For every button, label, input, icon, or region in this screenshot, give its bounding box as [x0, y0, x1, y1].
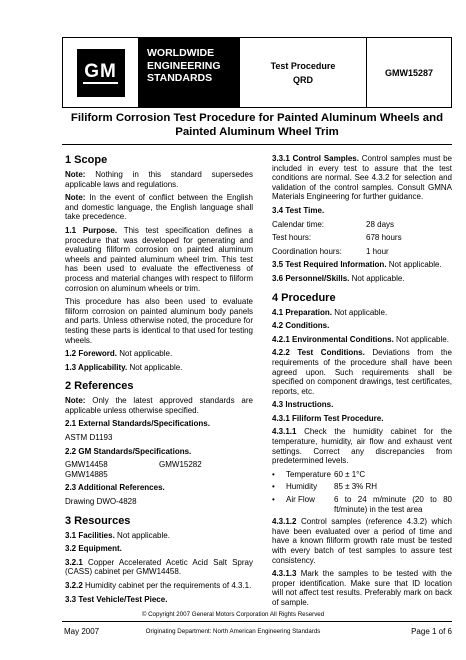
- test-time-value: 1 hour: [366, 246, 389, 256]
- bullet-name: Temperature: [286, 469, 331, 479]
- paragraph: 4.3.1.3 Mark the samples to be tested with the proper identification. Make sure that ID location will not affect test results. Preferably mark on back of sample.: [272, 569, 452, 607]
- section-heading: 4 Procedure: [272, 291, 336, 304]
- paragraph: Note: Only the latest approved standards are applicable unless otherwise specified.: [65, 396, 253, 415]
- section-heading: 2 References: [65, 380, 134, 393]
- doc-type-qrd: QRD: [293, 74, 313, 85]
- paragraph: 3.1 Facilities. Not applicable.: [65, 530, 170, 540]
- copyright: © Copyright 2007 General Motors Corporation All Rights Reserved: [141, 611, 325, 618]
- document-title: [62, 111, 452, 139]
- reference-item: Drawing DWO-4828: [65, 497, 137, 507]
- test-time-value: 28 days: [366, 219, 395, 229]
- subheading: 4.2 Conditions.: [272, 321, 330, 331]
- test-time-row: [272, 233, 452, 243]
- footer-page: Page 1 of 6: [411, 627, 452, 636]
- paragraph: 3.2.1 Copper Accelerated Acetic Acid Salt Spray (CASS) cabinet per GMW14458.: [65, 557, 253, 577]
- paragraph: 1.3 Applicability. Not applicable.: [65, 362, 183, 372]
- footer-originating: Originating Department: North American Engineering Standards: [145, 628, 321, 635]
- test-time-value: 678 hours: [366, 233, 402, 243]
- paragraph: 4.2.2 Test Conditions. Deviations from the requirements of the procedure shall have been agreed upon. Such requirements shall be specified on component drawings, test certificates, reports, etc.: [272, 348, 452, 396]
- bullet-icon: •: [272, 469, 275, 479]
- gm-logo: [77, 49, 125, 97]
- bullet-icon: •: [272, 495, 275, 505]
- title-rule: [62, 144, 452, 145]
- bullet-item: [272, 482, 452, 492]
- paragraph: 3.6 Personnel/Skills. Not applicable.: [272, 273, 405, 283]
- test-time-row: [272, 247, 452, 257]
- paragraph: 4.2.1 Environmental Conditions. Not applicable.: [272, 334, 449, 344]
- paragraph: Note: In the event of conflict between the English and domestic language, the English language shall take precedence.: [65, 193, 253, 222]
- right-column: [272, 154, 452, 612]
- paragraph: 3.3.1 Control Samples. Control samples must be included in every test to assure that the test conditions are normal. See 4.3.2 for selection and validation of the control samples. Consult GMNA Materials Engineering for further guidance.: [272, 154, 452, 202]
- subheading: 4.3 Instructions.: [272, 400, 334, 410]
- paragraph: 1.2 Foreword. Not applicable.: [65, 349, 173, 359]
- footer-rule: [62, 621, 452, 622]
- subheading: 3.2 Equipment.: [65, 544, 122, 554]
- bullet-value: 6 to 24 m/minute (20 to 80 ft/minute) in the test area: [334, 495, 452, 514]
- subheading: 4.3.1 Filiform Test Procedure.: [272, 413, 384, 423]
- doc-number: GMW15287: [384, 67, 434, 78]
- test-time-key: Test hours:: [272, 233, 312, 243]
- paragraph: 4.3.1.1 Check the humidity cabinet for the temperature, humidity, air flow and exhaust vent settings. Correct any discrepancies from predetermined levels.: [272, 427, 452, 466]
- test-time-key: Coordination hours:: [272, 246, 342, 256]
- paragraph: 1.1 Purpose. This test specification defines a procedure that was developed for generating and evaluating filiform corrosion on painted aluminum wheels and painted aluminum wheel trim. This test has been used to evaluate the effectiveness of process and material changes with respect to filiform corrosion on aluminum wheels or trim.: [65, 225, 253, 293]
- test-time-row: [272, 220, 452, 230]
- subheading: 2.2 GM Standards/Specifications.: [65, 446, 192, 456]
- document-header: [62, 37, 452, 108]
- gm-logo-cell: [63, 38, 139, 107]
- footer-date: May 2007: [64, 627, 100, 636]
- reference-item: GMW14458: [65, 460, 108, 470]
- title-line: Painted Aluminum Wheel Trim: [175, 126, 339, 138]
- reference-row: [65, 460, 253, 470]
- org-line: WORLDWIDE: [147, 47, 215, 59]
- bullet-icon: •: [272, 482, 275, 492]
- test-time-key: Calendar time:: [272, 219, 325, 229]
- reference-item: ASTM D1193: [65, 433, 113, 443]
- reference-item: GMW14885: [65, 469, 108, 479]
- reference-item: GMW15282: [159, 460, 202, 470]
- paragraph: 3.2.2 Humidity cabinet per the requirements of 4.3.1.: [65, 581, 252, 590]
- paragraph: 4.3.1.2 Control samples (reference 4.3.2) which have been evaluated over a period of time and have a known filiform growth rate must be tested with every batch of test samples to assure test consistency.: [272, 517, 452, 565]
- title-line: Filiform Corrosion Test Procedure for Painted Aluminum Wheels and: [70, 112, 444, 124]
- bullet-name: Air Flow: [286, 495, 315, 505]
- section-heading: 1 Scope: [65, 154, 108, 166]
- subheading: 3.4 Test Time.: [272, 205, 325, 215]
- bullet-item: [272, 495, 452, 514]
- bullet-name: Humidity: [286, 482, 318, 492]
- org-line: STANDARDS: [147, 72, 213, 84]
- org-name: [139, 38, 239, 107]
- subheading: 3.3 Test Vehicle/Test Piece.: [65, 594, 168, 604]
- gm-logo-text: GM: [84, 60, 117, 82]
- paragraph: Note: Nothing in this standard supersedes applicable laws and regulations.: [65, 170, 253, 189]
- paragraph: 4.1 Preparation. Not applicable.: [272, 307, 388, 317]
- subheading: 2.3 Additional References.: [65, 483, 165, 493]
- subheading: 2.1 External Standards/Specifications.: [65, 419, 210, 429]
- paragraph: 3.5 Test Required Information. Not applicable.: [272, 260, 442, 270]
- section-heading: 3 Resources: [65, 514, 131, 527]
- bullet-value: 85 ± 3% RH: [334, 482, 378, 492]
- left-column: [65, 154, 253, 608]
- bullet-value: 60 ± 1°C: [334, 469, 366, 479]
- doc-type-line: Test Procedure: [270, 60, 336, 71]
- paragraph: This procedure has also been used to evaluate filiform corrosion on painted aluminum body panels and parts. Unless otherwise noted, the procedure for testing these parts is identical to that used for testing wheels.: [65, 297, 253, 345]
- bullet-item: [272, 470, 452, 480]
- org-line: ENGINEERING: [147, 59, 221, 72]
- doc-type: [239, 38, 367, 107]
